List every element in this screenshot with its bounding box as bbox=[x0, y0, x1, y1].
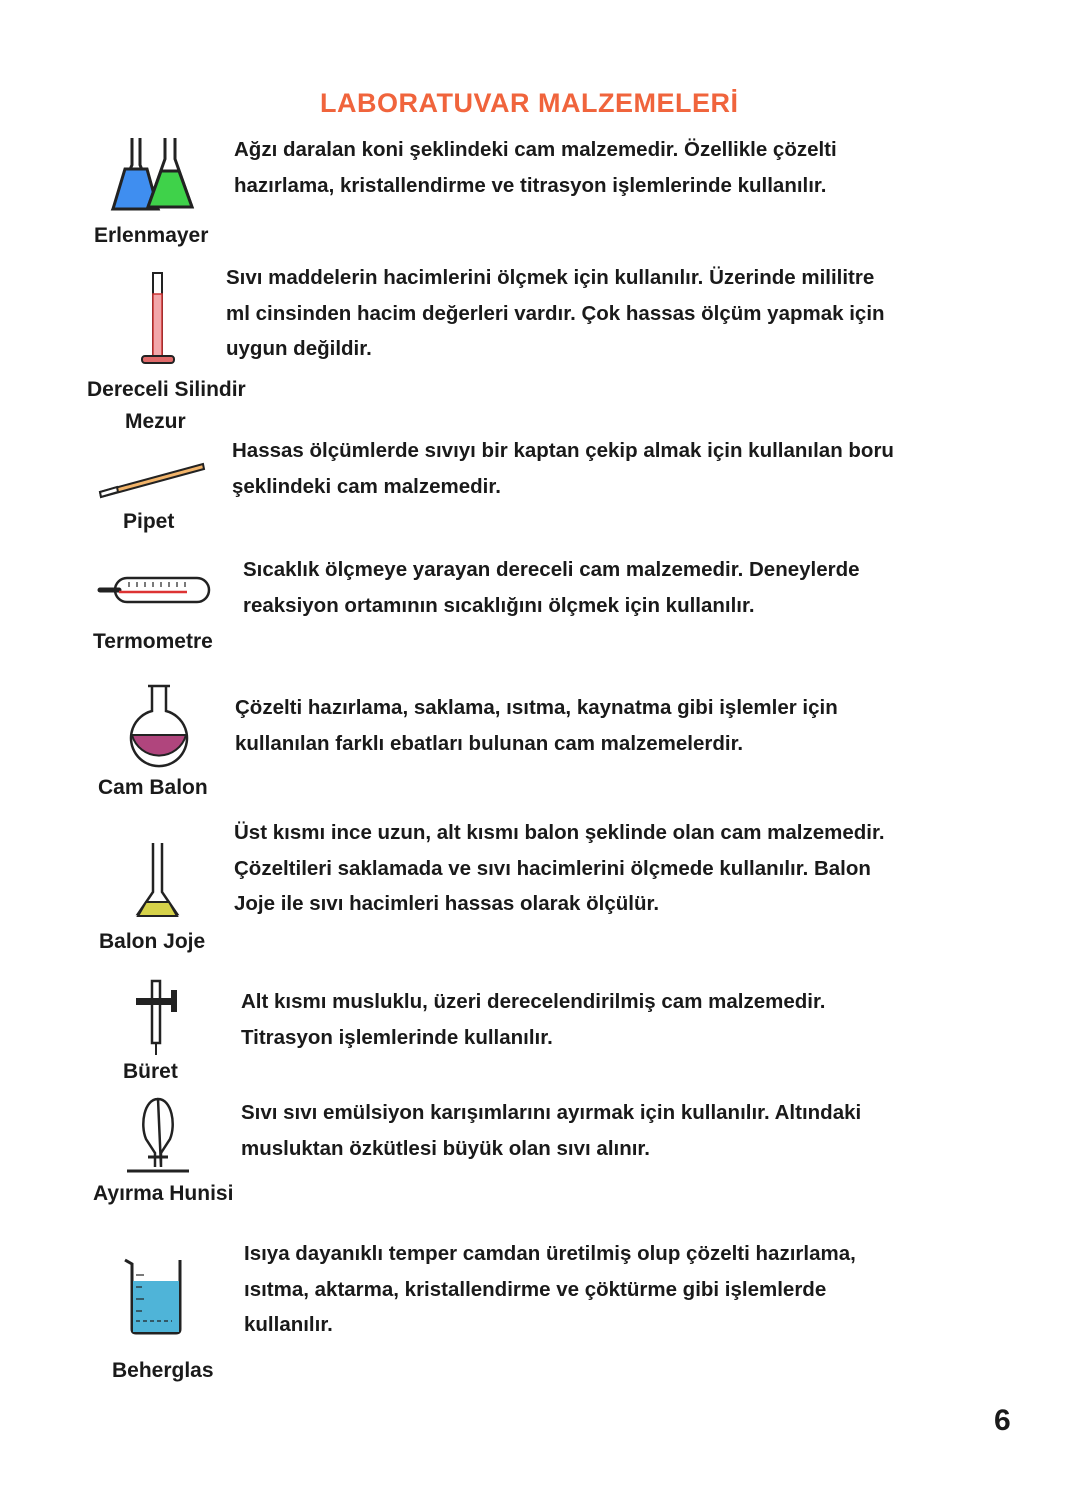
round-flask-icon bbox=[128, 683, 190, 767]
graduated-cylinder-icon bbox=[140, 270, 180, 366]
text-line: Çözelti hazırlama, saklama, ısıtma, kaynatma gibi işlemler için bbox=[235, 696, 838, 719]
text-line: Titrasyon işlemlerinde kullanılır. bbox=[241, 1025, 553, 1049]
text-line: ısıtma, aktarma, kristallendirme ve çöktürme gibi işlemlerde bbox=[244, 1277, 827, 1301]
page-number: 6 bbox=[994, 1404, 1011, 1437]
text-line: ml cinsinden hacim değerleri vardır. Çok hassas ölçüm yapmak için bbox=[226, 301, 885, 325]
text-line: Isıya dayanıklı temper camdan üretilmiş olup çözelti hazırlama, bbox=[244, 1242, 856, 1265]
mezur-label: Mezur bbox=[125, 410, 186, 433]
termometre-label: Termometre bbox=[93, 630, 213, 653]
text-line: reaksiyon ortamının sıcaklığını ölçmek için kullanılır. bbox=[243, 593, 755, 617]
text-line: Ağzı daralan koni şeklindeki cam malzemedir. Özellikle çözelti bbox=[234, 138, 837, 161]
text-line: uygun değildir. bbox=[226, 337, 372, 360]
pipette-icon bbox=[97, 460, 207, 498]
text-line: Hassas ölçümlerde sıvıyı bir kaptan çekip almak için kullanılan boru bbox=[232, 439, 894, 462]
text-line: şeklindeki cam malzemedir. bbox=[232, 474, 501, 498]
text-line: Sıcaklık ölçmeye yarayan dereceli cam malzemedir. Deneylerde bbox=[243, 558, 860, 581]
beherglas-description bbox=[244, 1236, 856, 1343]
cam-balon-description bbox=[235, 690, 838, 761]
ayirma-hunisi-description bbox=[241, 1095, 861, 1166]
text-line: Sıvı sıvı emülsiyon karışımlarını ayırmak için kullanılır. Altındaki bbox=[241, 1101, 862, 1124]
separatory-funnel-icon bbox=[124, 1095, 192, 1177]
pipet-label: Pipet bbox=[123, 510, 175, 533]
text-line: musluktan özkütlesi büyük olan sıvı alınır. bbox=[241, 1136, 650, 1160]
balon-joje-label: Balon Joje bbox=[99, 930, 206, 953]
erlenmeyer-flask-icon bbox=[110, 135, 200, 215]
text-line: kullanılan farklı ebatları bulunan cam malzemelerdir. bbox=[235, 731, 744, 755]
erlenmayer-label: Erlenmayer bbox=[94, 224, 209, 247]
text-line: Joje ile sıvı hacimleri hassas olarak ölçülür. bbox=[234, 892, 660, 915]
ayirma-hunisi-label: Ayırma Hunisi bbox=[93, 1182, 234, 1205]
beherglas-label: Beherglas bbox=[112, 1359, 214, 1382]
text-line: Çözeltileri saklamada ve sıvı hacimlerini ölçmede kullanılır. Balon bbox=[234, 856, 871, 880]
termometre-description bbox=[243, 552, 860, 623]
balon-joje-description bbox=[234, 815, 885, 922]
page-title: LABORATUVAR MALZEMELERİ bbox=[320, 88, 739, 118]
text-line: Alt kısmı musluklu, üzeri derecelendirilmiş cam malzemedir. bbox=[241, 990, 826, 1013]
burette-icon bbox=[133, 978, 181, 1058]
dereceli-silindir-label: Dereceli Silindir bbox=[87, 378, 246, 401]
erlenmayer-description bbox=[234, 132, 837, 203]
text-line: Üst kısmı ince uzun, alt kısmı balon şeklinde olan cam malzemedir. bbox=[234, 821, 885, 844]
text-line: hazırlama, kristallendirme ve titrasyon işlemlerinde kullanılır. bbox=[234, 173, 827, 197]
thermometer-icon bbox=[97, 575, 212, 607]
dereceli-silindir-description bbox=[226, 260, 885, 367]
pipet-description bbox=[232, 433, 894, 504]
buret-label: Büret bbox=[123, 1060, 178, 1083]
buret-description bbox=[241, 984, 825, 1055]
volumetric-flask-icon bbox=[135, 840, 180, 922]
text-line: kullanılır. bbox=[244, 1313, 333, 1336]
cam-balon-label: Cam Balon bbox=[98, 776, 208, 799]
beaker-icon bbox=[122, 1255, 188, 1337]
text-line: Sıvı maddelerin hacimlerini ölçmek için kullanılır. Üzerinde mililitre bbox=[226, 266, 875, 289]
